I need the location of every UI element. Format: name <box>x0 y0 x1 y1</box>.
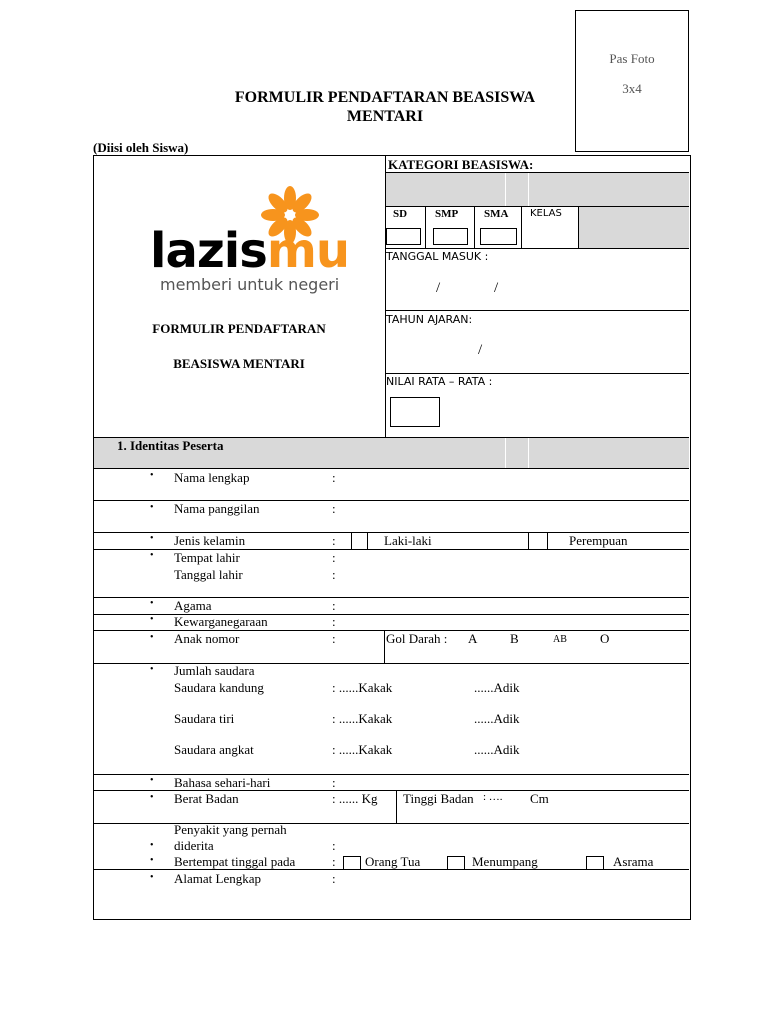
menumpang-label: Menumpang <box>472 854 538 869</box>
divider <box>385 248 689 249</box>
divider <box>351 532 352 549</box>
tahun-ajaran-label: TAHUN AJARAN: <box>386 313 473 326</box>
option-sd-checkbox[interactable] <box>386 228 421 245</box>
asrama-checkbox[interactable] <box>586 856 604 870</box>
section-1-title: 1. Identitas Peserta <box>117 438 224 453</box>
saudara-kandung-kakak: : ......Kakak <box>332 680 393 695</box>
page-title-line1: FORMULIR PENDAFTARAN BEASISWA <box>234 89 536 106</box>
colon: : <box>332 614 336 629</box>
gray-cell <box>579 207 689 248</box>
berat-value: : ...... Kg <box>332 791 378 806</box>
cm-label: Cm <box>530 791 549 806</box>
divider <box>425 206 426 248</box>
divider <box>505 173 506 206</box>
nilai-label: NILAI RATA – RATA : <box>386 375 493 388</box>
photo-size: 3x4 <box>622 81 642 96</box>
colon: : <box>332 838 336 853</box>
laki-checkbox[interactable] <box>367 532 368 549</box>
divider <box>385 310 689 311</box>
bullet: • <box>150 598 154 609</box>
divider <box>505 438 506 468</box>
divider <box>384 630 385 663</box>
menumpang-checkbox[interactable] <box>447 856 465 870</box>
tinggal-label: Bertempat tinggal pada <box>174 854 296 869</box>
kewarganegaraan-label: Kewarganegaraan <box>174 614 268 629</box>
colon: : <box>332 567 336 582</box>
jumlah-saudara-label: Jumlah saudara <box>174 663 255 678</box>
divider <box>528 438 529 468</box>
agama-label: Agama <box>174 598 212 613</box>
alamat-label: Alamat Lengkap <box>174 871 261 886</box>
bullet: • <box>150 872 154 883</box>
penyakit-label-2: diderita <box>174 838 214 853</box>
colon: : <box>332 598 336 613</box>
bahasa-label: Bahasa sehari-hari <box>174 775 271 790</box>
bullet: • <box>150 840 154 851</box>
divider <box>528 173 529 206</box>
jenis-kelamin-label: Jenis kelamin <box>174 533 246 548</box>
colon: : <box>332 501 336 516</box>
colon: : <box>332 631 336 646</box>
colon: : <box>332 775 336 790</box>
orang-tua-label: Orang Tua <box>365 854 421 869</box>
divider <box>474 206 475 248</box>
date-sep1: / <box>436 280 441 296</box>
divider <box>385 373 689 374</box>
lazismu-logo <box>150 185 380 295</box>
anak-nomor-label: Anak nomor <box>174 631 240 646</box>
gol-ab[interactable]: AB <box>553 634 567 645</box>
tinggi-label: Tinggi Badan <box>403 791 474 806</box>
bullet: • <box>150 632 154 643</box>
divider <box>93 869 689 870</box>
year-sep: / <box>478 342 483 358</box>
saudara-angkat-label: Saudara angkat <box>174 742 254 757</box>
page-title-line2: MENTARI <box>346 108 424 125</box>
saudara-kandung-adik: ......Adik <box>474 680 520 695</box>
gray-band <box>386 173 689 206</box>
bullet: • <box>150 550 154 561</box>
divider <box>521 206 522 248</box>
colon: : <box>332 871 336 886</box>
logo-tagline: memberi untuk negeri <box>160 275 340 294</box>
colon: : <box>332 854 336 869</box>
option-smp-label: SMP <box>435 208 459 220</box>
nama-lengkap-label: Nama lengkap <box>174 470 250 485</box>
gol-a[interactable]: A <box>468 631 478 646</box>
asrama-label: Asrama <box>613 854 654 869</box>
left-title-line1: FORMULIR PENDAFTARAN <box>152 321 326 336</box>
gol-darah-label: Gol Darah : <box>386 631 448 646</box>
divider <box>396 790 397 823</box>
gol-b[interactable]: B <box>510 631 519 646</box>
photo-placeholder <box>575 10 689 152</box>
penyakit-label-1: Penyakit yang pernah <box>174 822 287 837</box>
date-sep2: / <box>494 280 499 296</box>
divider <box>93 468 689 469</box>
colon: : <box>332 550 336 565</box>
tanggal-lahir-label: Tanggal lahir <box>174 567 243 582</box>
option-smp-checkbox[interactable] <box>433 228 468 245</box>
colon: : <box>332 470 336 485</box>
saudara-tiri-kakak: : ......Kakak <box>332 711 393 726</box>
bullet: • <box>150 502 154 513</box>
kategori-label: KATEGORI BEASISWA: <box>388 157 534 172</box>
photo-label: Pas Foto <box>609 51 655 66</box>
colon: : <box>332 533 336 548</box>
bullet: • <box>150 664 154 675</box>
saudara-tiri-label: Saudara tiri <box>174 711 235 726</box>
bullet: • <box>150 855 154 866</box>
tempat-lahir-label: Tempat lahir <box>174 550 240 565</box>
option-sd-label: SD <box>393 208 408 220</box>
saudara-angkat-kakak: : ......Kakak <box>332 742 393 757</box>
bullet: • <box>150 533 154 544</box>
bullet: • <box>150 470 154 481</box>
nama-panggilan-label: Nama panggilan <box>174 501 260 516</box>
orang-tua-checkbox[interactable] <box>343 856 361 870</box>
bullet: • <box>150 792 154 803</box>
kelas-label: KELAS <box>530 208 562 219</box>
saudara-kandung-label: Saudara kandung <box>174 680 264 695</box>
tanggal-masuk-label: TANGGAL MASUK : <box>386 250 489 263</box>
left-title-line2: BEASISWA MENTARI <box>173 356 305 371</box>
saudara-angkat-adik: ......Adik <box>474 742 520 757</box>
filled-by-note: (Diisi oleh Siswa) <box>93 140 189 155</box>
bullet: • <box>150 614 154 625</box>
tinggi-value: : …. <box>483 791 503 803</box>
perempuan-label: Perempuan <box>569 533 628 548</box>
option-sma-checkbox[interactable] <box>480 228 517 245</box>
gol-o[interactable]: O <box>600 631 610 646</box>
perempuan-checkbox[interactable] <box>547 532 548 549</box>
logo-brand: lazismu <box>150 223 349 279</box>
laki-laki-label: Laki-laki <box>384 533 432 548</box>
nilai-input[interactable] <box>390 397 440 427</box>
berat-label: Berat Badan <box>174 791 239 806</box>
divider <box>528 532 529 549</box>
saudara-tiri-adik: ......Adik <box>474 711 520 726</box>
option-sma-label: SMA <box>484 208 509 220</box>
bullet: • <box>150 775 154 786</box>
